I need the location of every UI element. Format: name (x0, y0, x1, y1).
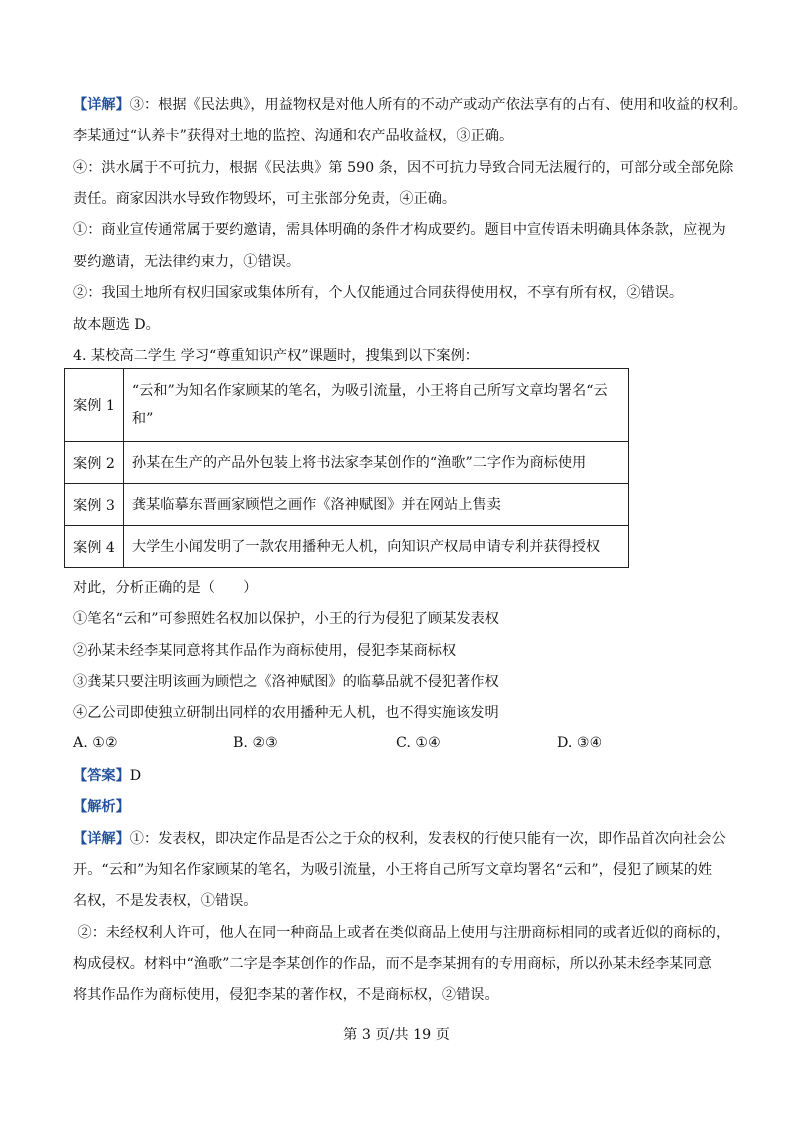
detail-tag: 【详解】 (73, 831, 130, 847)
prev-detail-line-7: ②：我国土地所有权归国家或集体所有，个人仅能通过合同获得使用权，不享有所有权，②错误。 (73, 285, 684, 301)
case-content: “云和”为知名作家顾某的笔名，为吸引流量，小王将自己所写文章均署名“云和” (123, 369, 628, 442)
answer-tag: 【答案】 (73, 768, 130, 784)
detail-line-1: 【详解】①：发表权，即决定作品是否公之于众的权利，发表权的行使只能有一次，即作品首次向社会公 (73, 831, 726, 847)
analysis-line (73, 797, 763, 817)
prev-detail-line-1: 【详解】③：根据《民法典》，用益物权是对他人所有的不动产或动产依法享有的占有、使用和收益的权利。 (73, 97, 747, 113)
option-a: A. ①② (73, 735, 118, 751)
detail-line-3: 名权，不是发表权，①错误。 (73, 893, 258, 909)
detail-tag: 【详解】 (73, 97, 130, 113)
case-table (64, 368, 629, 568)
case-row (65, 369, 629, 442)
prev-conclusion: 故本题选 D。 (73, 317, 160, 333)
prev-detail-line-4: 责任。商家因洪水导致作物毁坏，可主张部分免责，④正确。 (73, 191, 457, 207)
prev-detail-line-5: ①：商业宣传通常属于要约邀请，需具体明确的条件才构成要约。题目中宣传语未明确具体条款，应视为 (73, 222, 726, 238)
prev-detail-line-2: 李某通过“认养卡”获得对土地的监控、沟通和农产品收益权，③正确。 (73, 128, 514, 144)
statement-1: ①笔名“云和”可参照姓名权加以保护，小王的行为侵犯了顾某发表权 (73, 611, 499, 627)
option-d: D. ③④ (557, 735, 603, 751)
detail-line-5: 构成侵权。材料中“渔歌”二字是李某创作的作品，而不是李某拥有的专用商标，所以孙某未经李某同意 (73, 956, 712, 972)
case-content: 大学生小闻发明了一款农用播种无人机，向知识产权局申请专利并获得授权 (123, 526, 628, 568)
statement-2: ②孙某未经李某同意将其作品作为商标使用，侵犯李某商标权 (73, 643, 457, 659)
case-row (65, 442, 629, 484)
page-footer: 第 3 页/共 19 页 (343, 1027, 450, 1043)
case-label: 案例 1 (65, 369, 124, 442)
answer-value: D (129, 768, 142, 784)
case-row (65, 484, 629, 526)
detail-line-4: ②：未经权利人许可，他人在同一种商品上或者在类似商品上使用与注册商标相同的或者近似的商标的， (73, 925, 731, 941)
analysis-tag: 【解析】 (73, 799, 130, 815)
case-row (65, 526, 629, 568)
option-c: C. ①④ (396, 735, 441, 751)
statement-4: ④乙公司即使独立研制出同样的农用播种无人机，也不得实施该发明 (73, 705, 499, 721)
question-4-stem: 4. 某校高二学生 学习“尊重知识产权”课题时，搜集到以下案例： (73, 348, 479, 364)
case-label: 案例 2 (65, 442, 124, 484)
case-content: 孙某在生产的产品外包装上将书法家李某创作的“渔歌”二字作为商标使用 (123, 442, 628, 484)
prev-detail-line-6: 要约邀请，无法律约束力，①错误。 (73, 254, 301, 270)
detail-line-2: 开。“云和”为知名作家顾某的笔名，为吸引流量，小王将自己所写文章均署名“云和”，侵犯了顾某的姓 (73, 862, 713, 878)
statement-3: ③龚某只要注明该画为顾恺之《洛神赋图》的临摹品就不侵犯著作权 (73, 674, 499, 690)
detail-line-6: 将其作品作为商标使用，侵犯李某的著作权，不是商标权，②错误。 (73, 987, 499, 1003)
answer-line (73, 766, 763, 786)
option-b: B. ②③ (233, 735, 278, 751)
case-label: 案例 3 (65, 484, 124, 526)
prev-detail-line-3: ④：洪水属于不可抗力，根据《民法典》第 590 条，因不可抗力导致合同无法履行的，可部分或全部免除 (73, 160, 734, 176)
question-prompt: 对此，分析正确的是（ ） (73, 580, 258, 596)
case-label: 案例 4 (65, 526, 124, 568)
case-content: 龚某临摹东晋画家顾恺之画作《洛神赋图》并在网站上售卖 (123, 484, 628, 526)
